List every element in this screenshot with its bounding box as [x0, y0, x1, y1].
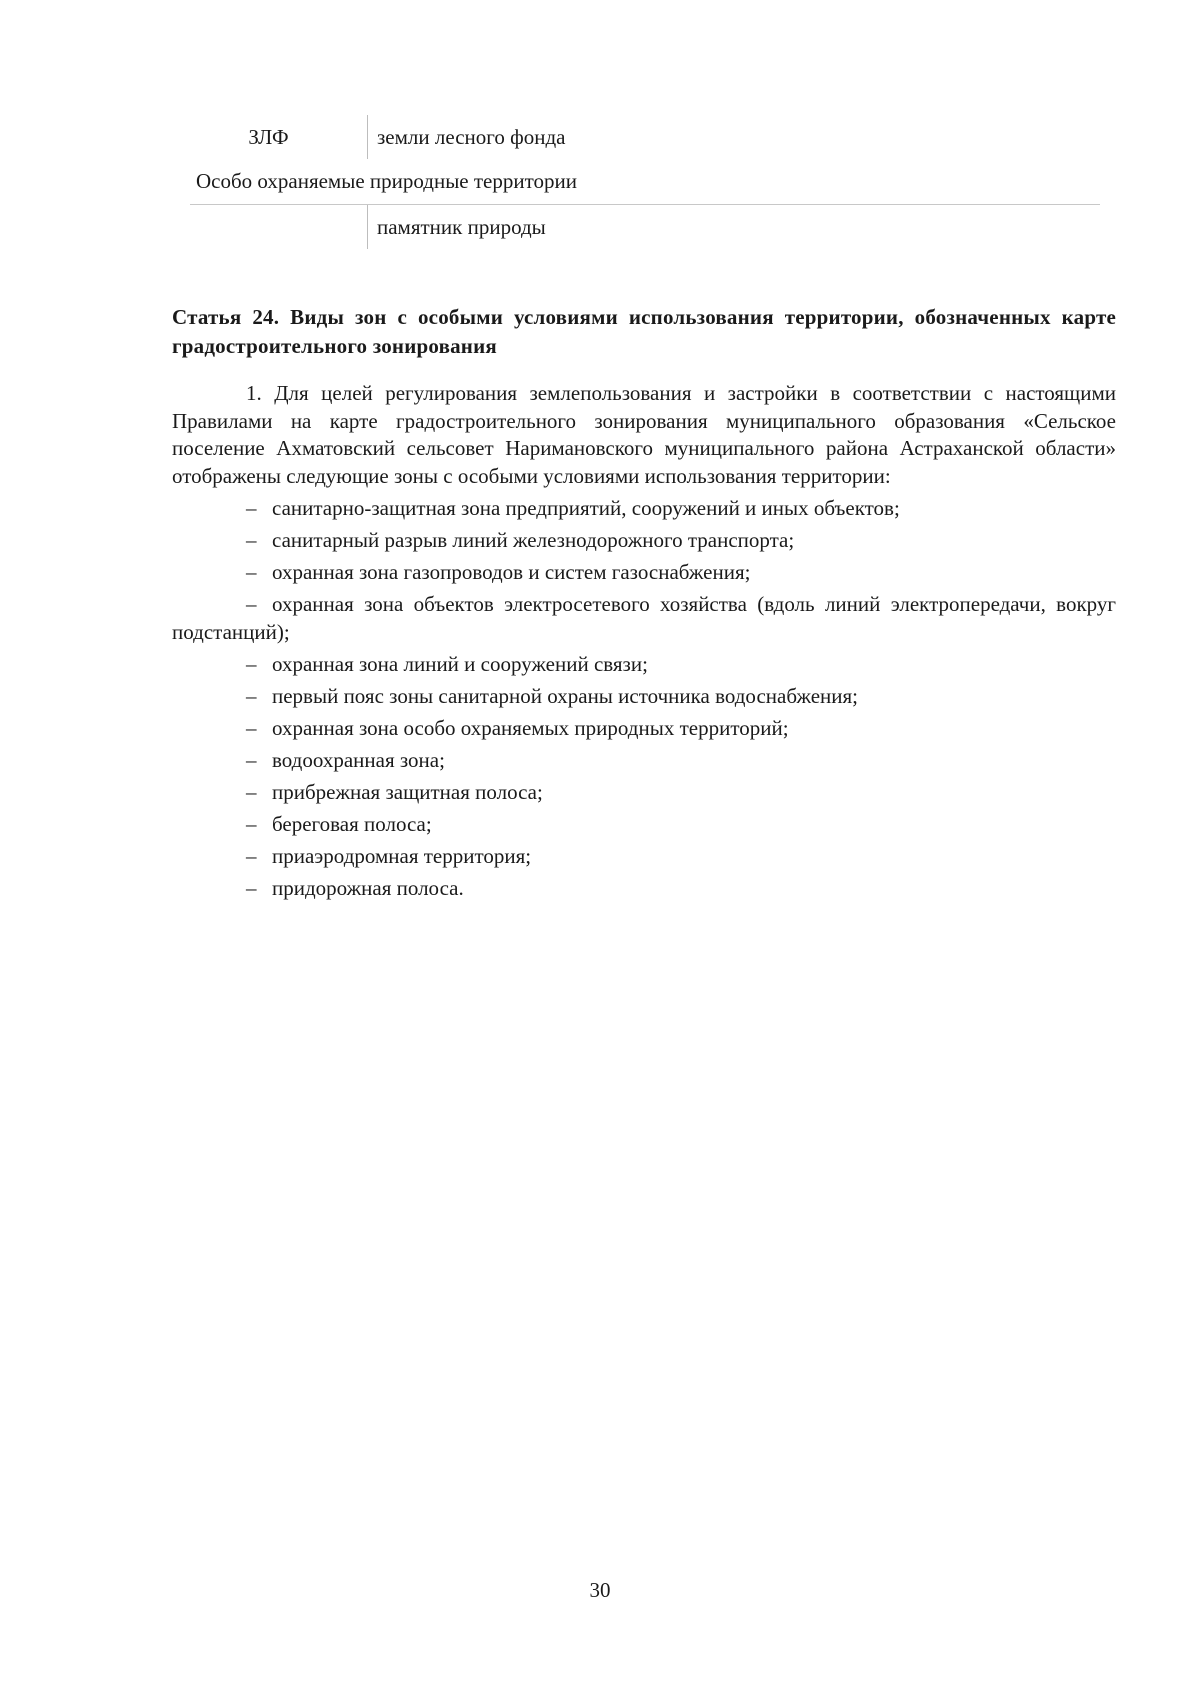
list-item: – приаэродромная территория; [246, 844, 532, 868]
list-marker: – [246, 496, 257, 520]
zone-list [172, 490, 1116, 902]
list-marker: – [246, 560, 257, 584]
article-paragraph: 1. Для целей регулирования землепользования и застройки в соответствии с настоящими Правилами на карте градостроительного зонирования муниципального образования «Сельское поселение Ахматовский сельсовет Наримановского муниципального района Астраханской области» отображены следующие зоны с особыми условиями использования территории: [172, 381, 1116, 488]
list-item: – охранная зона линий и сооружений связи; [246, 652, 648, 676]
list-marker: – [246, 592, 257, 616]
list-marker: – [246, 748, 257, 772]
list-marker: – [246, 528, 257, 552]
list-marker: – [246, 812, 257, 836]
table-row [190, 205, 1100, 249]
zone-description: земли лесного фонда [367, 115, 1100, 159]
list-marker: – [246, 876, 257, 900]
list-item: – санитарный разрыв линий железнодорожного транспорта; [246, 528, 795, 552]
list-marker: – [246, 716, 257, 740]
zone-description: памятник природы [367, 205, 1100, 249]
zone-group-heading: Особо охраняемые природные территории [190, 159, 1100, 205]
zone-code [190, 205, 367, 249]
article-body [172, 380, 1116, 902]
list-marker: – [246, 780, 257, 804]
zone-table [190, 115, 1100, 249]
list-item: – прибрежная защитная полоса; [246, 780, 543, 804]
list-item: – водоохранная зона; [246, 748, 445, 772]
list-item: – охранная зона газопроводов и систем газоснабжения; [246, 560, 751, 584]
list-item: – охранная зона особо охраняемых природных территорий; [246, 716, 789, 740]
list-item: – первый пояс зоны санитарной охраны источника водоснабжения; [246, 684, 859, 708]
list-item: – санитарно-защитная зона предприятий, сооружений и иных объектов; [246, 496, 900, 520]
table-row [190, 115, 1100, 159]
list-item: – придорожная полоса. [246, 876, 464, 900]
article-heading: Статья 24. Виды зон с особыми условиями использования территории, обозначенных карте градостроительного зонирования [172, 305, 1116, 358]
list-item: – береговая полоса; [246, 812, 432, 836]
list-marker: – [246, 684, 257, 708]
list-marker: – [246, 652, 257, 676]
zone-code: ЗЛФ [248, 124, 289, 149]
list-item: – охранная зона объектов электросетевого хозяйства (вдоль линий электропередачи, вокруг подстанций); [172, 592, 1116, 644]
page-number: 30 [589, 1578, 611, 1602]
list-marker: – [246, 844, 257, 868]
